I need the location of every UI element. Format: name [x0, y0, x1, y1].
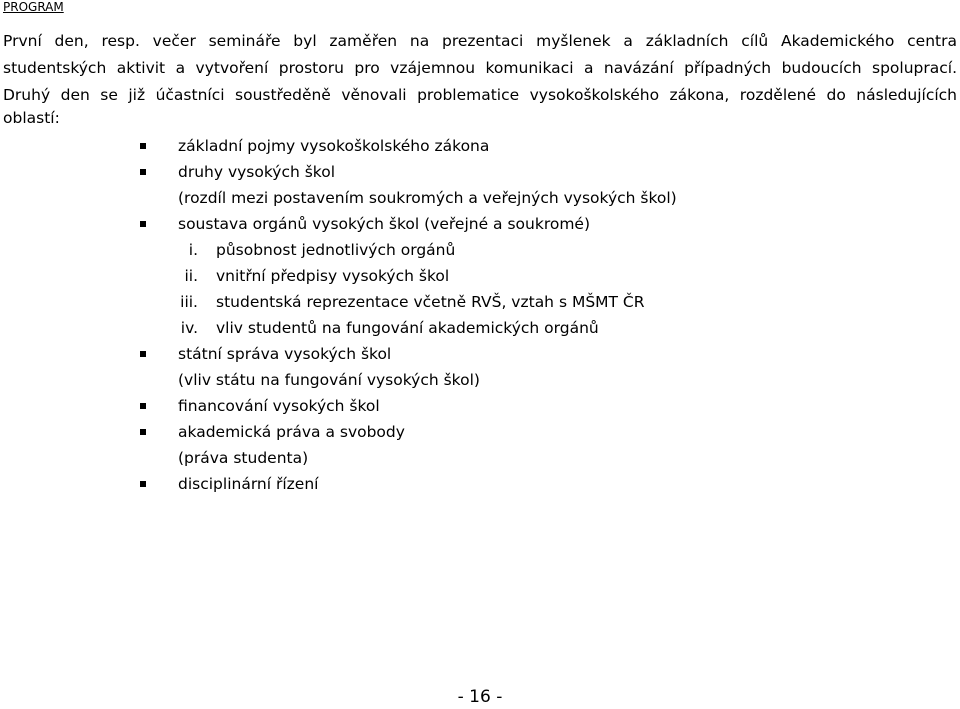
list-item-note: (vliv státu na fungování vysokých škol) — [178, 371, 480, 389]
list-item: disciplinární řízení — [178, 475, 319, 493]
subitem-number: iii. — [180, 293, 198, 311]
list-item: financování vysokých škol — [178, 397, 380, 415]
subitem-number: ii. — [184, 267, 198, 285]
bullet-icon — [140, 143, 146, 149]
list-item-note: (práva studenta) — [178, 449, 309, 467]
section-heading: PROGRAM — [3, 0, 64, 14]
bullet-icon — [140, 429, 146, 435]
list-item: akademická práva a svobody — [178, 423, 405, 441]
list-item: soustava orgánů vysokých škol (veřejné a soukromé) — [178, 215, 591, 233]
intro-line-3: Druhý den se již účastníci soustředěně věnovali problematice vysokoškolského zákona, rozdělené do následujících — [3, 86, 957, 104]
intro-line-2: studentských aktivit a vytvoření prostoru pro vzájemnou komunikaci a navázání případných budoucích spoluprací. — [3, 59, 957, 77]
bullet-icon — [140, 351, 146, 357]
bullet-icon — [140, 221, 146, 227]
list-item: základní pojmy vysokoškolského zákona — [178, 137, 490, 155]
list-item: druhy vysokých škol — [178, 163, 336, 181]
bullet-icon — [140, 169, 146, 175]
list-item-note: (rozdíl mezi postavením soukromých a veřejných vysokých škol) — [178, 189, 677, 207]
subitem-text: působnost jednotlivých orgánů — [216, 241, 456, 259]
intro-line-4: oblastí: — [3, 109, 60, 127]
bullet-icon — [140, 403, 146, 409]
bullet-icon — [140, 481, 146, 487]
list-item: státní správa vysokých škol — [178, 345, 392, 363]
intro-line-1: První den, resp. večer semináře byl zaměřen na prezentaci myšlenek a základních cílů Akademického centra — [3, 32, 957, 50]
subitem-text: vnitřní předpisy vysokých škol — [216, 267, 450, 285]
subitem-text: vliv studentů na fungování akademických orgánů — [216, 319, 599, 337]
subitem-text: studentská reprezentace včetně RVŠ, vztah s MŠMT ČR — [216, 293, 645, 311]
subitem-number: i. — [188, 241, 198, 259]
page-number: - 16 - — [457, 687, 503, 707]
subitem-number: iv. — [180, 319, 198, 337]
